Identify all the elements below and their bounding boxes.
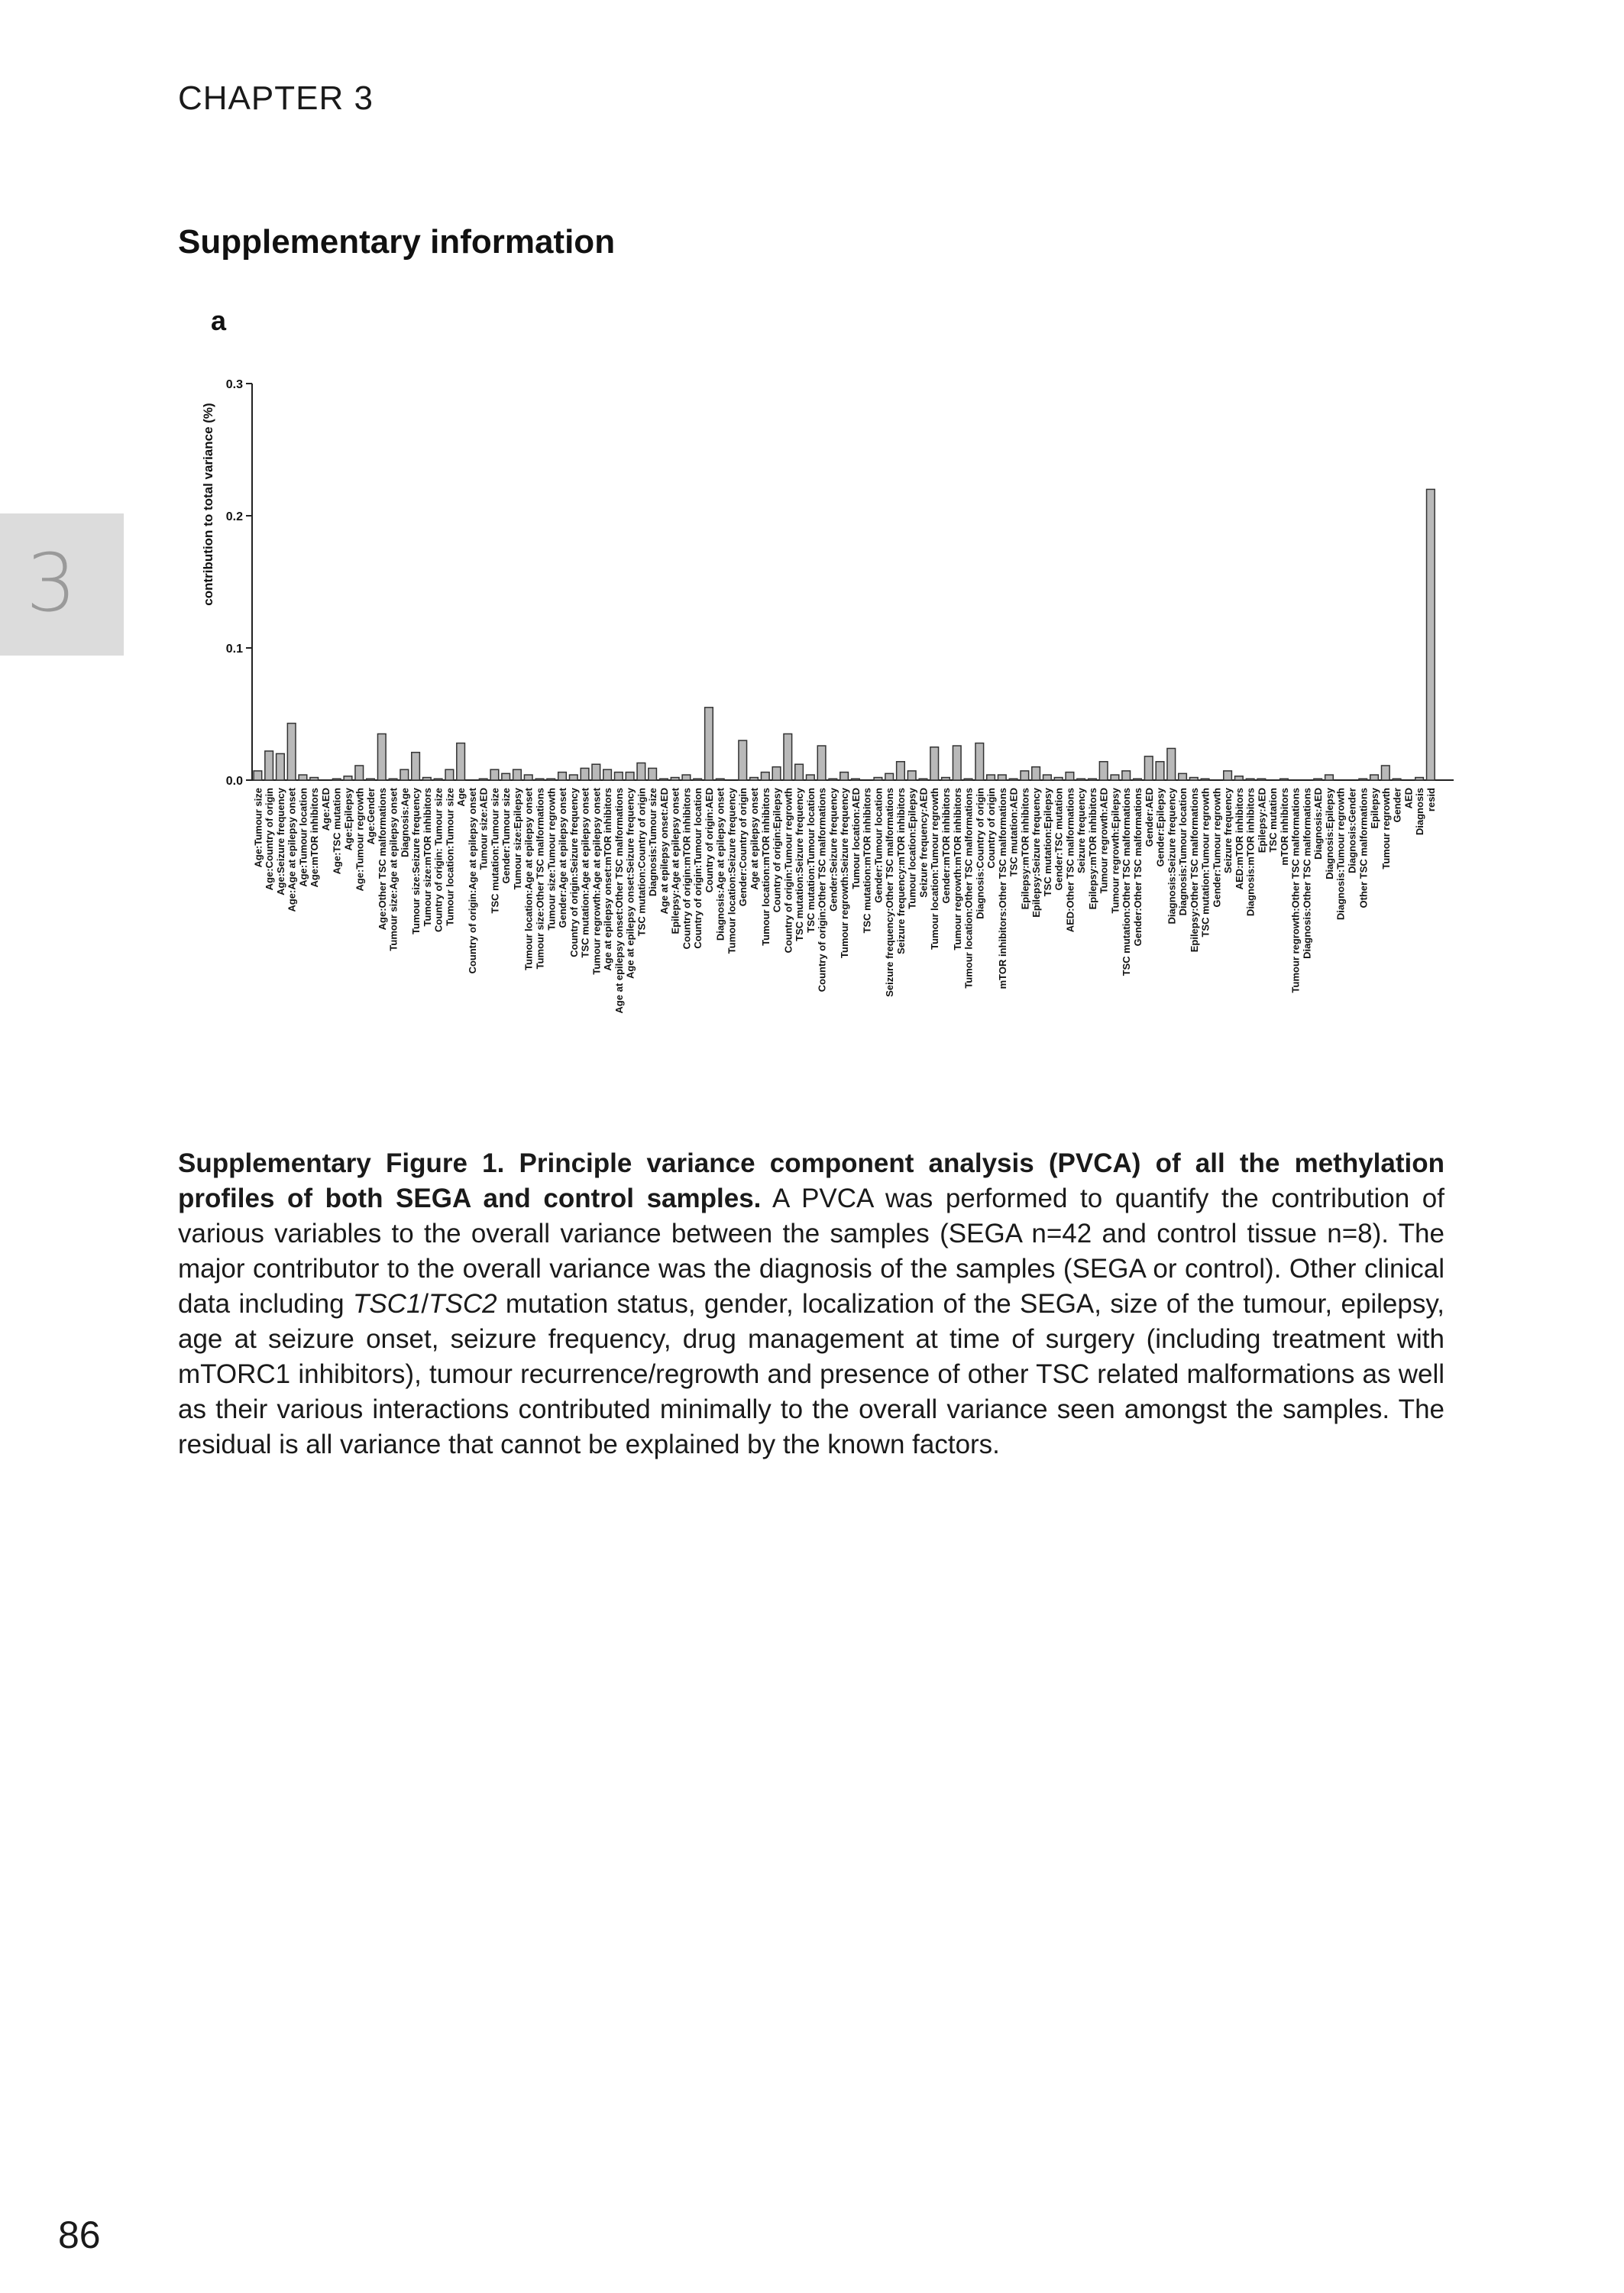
bar xyxy=(964,779,972,780)
panel-label: a xyxy=(211,305,227,336)
caption-text-2: mutation status, gender, localization of the SEGA, size of the tumour, epilepsy, age at seizure onset, seizure frequency, drug management at time of surgery (including treatment with mTORC1 inhibitors), tumour recurrence/regrowth and presence of other TSC related malformations as well as their various interactions contributed minimally to the overall variance seen amongst the samples. The residual is all variance that cannot be explained by the known factors. xyxy=(178,1289,1444,1459)
x-tick-label: TSC mutation:AED xyxy=(1008,788,1020,877)
x-tick-label: mTOR inhibitors:Other TSC malformations xyxy=(996,788,1008,989)
x-tick-label: Diagnosis:Tumour location xyxy=(1177,788,1189,916)
bar xyxy=(637,763,645,780)
x-tick-label: Gender:Epilepsy xyxy=(1154,788,1166,867)
x-tick-label: Epilepsy:Other TSC malformations xyxy=(1188,788,1200,953)
x-tick-label: Gender:Seizure frequency xyxy=(827,788,839,912)
bar xyxy=(1235,776,1244,780)
bar xyxy=(975,743,984,780)
bar xyxy=(817,746,826,780)
section-title: Supplementary information xyxy=(178,223,616,261)
bar xyxy=(1257,779,1266,780)
caption-bold: Supplementary Figure 1. Principle variance component analysis (PVCA) of all the methylation profiles of both SEGA and control samples. xyxy=(178,1148,1444,1213)
chapter-tab xyxy=(0,513,124,656)
bar xyxy=(874,778,882,780)
bar xyxy=(682,775,691,780)
bar xyxy=(389,779,397,780)
x-tick-label: AED:mTOR inhibitors xyxy=(1233,788,1245,890)
bar xyxy=(445,769,454,780)
x-tick-label: Age at epilepsy onset xyxy=(749,788,761,890)
x-tick-label: Diagnosis xyxy=(1414,788,1426,836)
x-tick-label: Tumour location:Age at epilepsy onset xyxy=(522,788,535,970)
x-tick-label: Tumour location:Epilepsy xyxy=(906,788,918,909)
x-tick-label: Gender:Age at epilepsy onset xyxy=(557,788,569,928)
bar xyxy=(716,779,724,780)
x-tick-label: Seizure frequency:mTOR inhibitors xyxy=(894,788,907,954)
x-tick-label: Diagnosis:Age at epilepsy onset xyxy=(714,788,726,941)
x-tick-label: Tumour regrowth:AED xyxy=(1098,788,1110,894)
bar xyxy=(1122,771,1131,780)
bar xyxy=(1280,779,1289,780)
x-tick-label: Tumour location:mTOR inhibitors xyxy=(759,788,772,946)
bar xyxy=(694,779,702,780)
bar xyxy=(953,746,961,780)
bar xyxy=(592,764,600,780)
bar xyxy=(277,753,285,780)
bar xyxy=(1032,767,1040,780)
bar xyxy=(807,775,815,780)
x-tick-label: TSC mutation:Tumour size xyxy=(489,788,501,914)
bar xyxy=(310,778,319,780)
x-tick-label: Country of origin:Tumour regrowth xyxy=(782,788,794,954)
x-tick-label: TSC mutation:Epilepsy xyxy=(1041,788,1053,897)
x-tick-label: Epilepsy:Age at epilepsy onset xyxy=(669,788,681,934)
bar xyxy=(1179,773,1187,780)
x-tick-label: Epilepsy xyxy=(1369,788,1381,829)
y-tick-label: 0.2 xyxy=(225,510,243,523)
chapter-tab-number: 3 xyxy=(26,536,77,630)
running-head: CHAPTER 3 xyxy=(178,79,374,117)
x-tick-label: Tumour regrowth:Age at epilepsy onset xyxy=(590,788,603,975)
x-tick-label: Diagnosis:Gender xyxy=(1346,788,1358,873)
x-tick-label: Gender xyxy=(1391,788,1403,823)
x-tick-label: Tumour location:Seizure frequency xyxy=(726,788,738,954)
x-tick-label: Tumour size:Other TSC malformations xyxy=(534,788,546,970)
bar xyxy=(1381,766,1389,780)
x-tick-label: Tumour size:Age at epilepsy onset xyxy=(387,788,400,951)
x-tick-label: Other TSC malformations xyxy=(1357,788,1370,908)
x-tick-label: Diagnosis:Seizure frequency xyxy=(1166,788,1178,925)
caption-italic-tsc1: TSC1 xyxy=(352,1289,422,1319)
bar xyxy=(400,769,409,780)
x-tick-label: Gender:Tumour size xyxy=(500,788,513,884)
x-tick-label: Epilepsy:mTOR inhibitors xyxy=(1019,788,1031,910)
bar xyxy=(299,775,307,780)
x-tick-label: Tumour size:Tumour regrowth xyxy=(545,788,558,931)
bar xyxy=(367,779,375,780)
x-tick-label: Age:AED xyxy=(319,788,332,831)
x-tick-label: Seizure frequency xyxy=(1076,788,1088,873)
x-tick-label: TSC mutation:Country of origin xyxy=(636,788,648,937)
x-tick-label: Age:Other TSC malformations xyxy=(376,788,388,931)
x-tick-label: Tumour regrowth:Other TSC malformations xyxy=(1289,788,1302,993)
x-tick-label: Gender:mTOR inhibitors xyxy=(940,788,952,904)
bar xyxy=(761,772,769,780)
x-tick-label: TSC mutation:Age at epilepsy onset xyxy=(579,788,591,958)
y-tick-label: 0.0 xyxy=(225,775,243,788)
bars-group xyxy=(254,489,1435,780)
x-tick-label: Tumour location:Other TSC malformations xyxy=(962,788,975,989)
x-tick-label: TSC mutation:mTOR inhibitors xyxy=(861,788,873,934)
x-tick-label: Country of origin:AED xyxy=(703,788,715,893)
x-tick-label: Age:TSC mutation xyxy=(331,788,343,875)
x-tick-label: Country of origin: Tumour size xyxy=(432,788,445,932)
bar xyxy=(1359,779,1367,780)
x-tick-labels xyxy=(252,787,1436,1013)
bar xyxy=(1393,779,1401,780)
bar xyxy=(1144,756,1153,780)
bar xyxy=(1167,748,1176,780)
bar xyxy=(1021,771,1029,780)
x-tick-label: Diagnosis:Tumour regrowth xyxy=(1334,788,1347,921)
bar xyxy=(649,768,657,780)
x-tick-label: Seizure frequency:Other TSC malformations xyxy=(884,788,896,997)
x-tick-label: Age:Tumour size xyxy=(252,788,264,868)
x-tick-label: Tumour location:Tumour size xyxy=(444,788,456,926)
bar xyxy=(1099,762,1108,780)
x-tick-label: Tumour regrowth xyxy=(1380,788,1392,870)
bar xyxy=(1089,779,1097,780)
x-tick-label: Diagnosis:Epilepsy xyxy=(1323,788,1335,879)
x-tick-label: Tumour size:mTOR inhibitors xyxy=(421,788,433,927)
caption-text-1: A PVCA was performed to quantify the contribution of various variables to the overall variance between the samples (SEGA n=42 and control tissue n=8). The major contributor to the overall variance was the diagnosis of the samples (SEGA or control). Other clinical data including xyxy=(178,1184,1444,1319)
x-tick-label: resid xyxy=(1425,788,1437,812)
y-axis-title: contribution to total variance (%) xyxy=(201,403,215,606)
x-tick-label: Seizure frequency:AED xyxy=(917,788,930,898)
bar xyxy=(569,775,577,780)
x-tick-label: Tumour location:Tumour regrowth xyxy=(929,788,941,950)
bar xyxy=(885,773,894,780)
bar xyxy=(535,779,544,780)
x-tick-label: Epilepsy:Seizure frequency xyxy=(1030,788,1043,918)
bar xyxy=(1189,778,1198,780)
bar xyxy=(671,778,679,780)
x-tick-label: Tumour location:AED xyxy=(849,788,862,889)
y-tick-label: 0.1 xyxy=(225,643,243,656)
x-tick-label: Gender:Country of origin xyxy=(737,788,749,907)
x-tick-label: Tumour regrowth:Seizure frequency xyxy=(839,788,851,958)
bar xyxy=(1043,775,1052,780)
bar xyxy=(1325,775,1334,780)
bar xyxy=(907,771,916,780)
x-tick-label: Age:Epilepsy xyxy=(342,788,354,851)
figure-caption xyxy=(178,1146,1444,1462)
bar xyxy=(615,772,623,780)
x-tick-label: Age:Country of origin xyxy=(264,788,276,891)
x-tick-label: Country of origin:Age at epilepsy onset xyxy=(466,788,478,974)
x-tick-label: Gender:TSC mutation xyxy=(1053,788,1065,891)
bar xyxy=(1201,779,1209,780)
x-tick-label: Diagnosis:Tumour size xyxy=(647,788,659,897)
x-tick-label: AED:Other TSC malformations xyxy=(1064,788,1076,933)
x-tick-label: Country of origin:mTOR inhibitors xyxy=(681,788,693,950)
bar xyxy=(603,769,612,780)
bar xyxy=(502,773,510,780)
x-tick-label: Seizure frequency xyxy=(1222,788,1234,873)
pvca-bar-chart xyxy=(176,304,1459,1137)
bar xyxy=(930,747,939,780)
x-tick-label: Diagnosis:Age xyxy=(399,788,411,858)
bar xyxy=(547,779,555,780)
bar xyxy=(254,771,262,780)
bar xyxy=(479,779,487,780)
x-tick-label: TSC mutation:Tumour location xyxy=(804,788,817,933)
x-tick-label: Gender:AED xyxy=(1143,788,1155,847)
x-tick-label: Epilepsy:AED xyxy=(1256,788,1268,853)
bar xyxy=(1370,775,1379,780)
x-tick-label: Age:Tumour regrowth xyxy=(354,788,366,892)
x-tick-label: Age at epilepsy onset:AED xyxy=(658,788,670,915)
x-tick-label: Diagnosis:Other TSC malformations xyxy=(1301,788,1313,959)
bar xyxy=(772,767,781,780)
bar xyxy=(1156,762,1164,780)
x-tick-label: Country of origin:Tumour location xyxy=(692,788,704,949)
bar xyxy=(1111,775,1119,780)
x-tick-label: Tumour regrowth:Epilepsy xyxy=(1109,788,1121,914)
x-tick-label: Age:Tumour location xyxy=(297,788,309,887)
x-tick-label: Country of origin:Other TSC malformations xyxy=(816,788,828,993)
bar xyxy=(998,775,1007,780)
x-tick-label: Gender:Other TSC malformations xyxy=(1131,788,1144,947)
bar xyxy=(513,769,522,780)
x-tick-label: TSC mutation:Other TSC malformations xyxy=(1121,788,1133,976)
x-tick-label: Epilepsy:mTOR inhibitors xyxy=(1086,788,1098,910)
x-tick-label: Gender:Tumour location xyxy=(872,788,885,903)
figure xyxy=(176,304,1459,1137)
bar xyxy=(942,778,950,780)
bar xyxy=(1009,779,1017,780)
x-tick-label: TSC mutation:Seizure frequency xyxy=(794,788,806,941)
x-tick-label: Age:Age at epilepsy onset xyxy=(286,788,298,912)
y-axis xyxy=(226,378,1454,788)
x-tick-label: Age:Seizure frequency xyxy=(274,788,286,896)
bar xyxy=(705,708,713,780)
x-tick-label: TSC mutation xyxy=(1267,788,1279,853)
x-tick-label: Age:mTOR inhibitors xyxy=(309,788,321,888)
bar xyxy=(987,775,995,780)
x-tick-label: Country of origin:Seizure frequency xyxy=(568,788,580,957)
bar xyxy=(829,779,837,780)
x-tick-label: Age xyxy=(455,788,467,807)
x-tick-label: Tumour size:AED xyxy=(477,788,490,870)
caption-slash: / xyxy=(421,1289,429,1319)
bar xyxy=(332,779,341,780)
x-tick-label: Country of origin xyxy=(985,788,998,869)
x-tick-label: Country of origin:Epilepsy xyxy=(771,788,783,913)
bar xyxy=(919,779,927,780)
bar xyxy=(1077,779,1085,780)
x-tick-label: Tumour size:Seizure frequency xyxy=(410,788,422,934)
bar xyxy=(558,772,567,780)
x-tick-label: AED xyxy=(1402,788,1415,809)
bar xyxy=(1246,779,1254,780)
bar xyxy=(265,751,273,780)
x-tick-label: Gender:Tumour regrowth xyxy=(1211,788,1223,908)
x-tick-label: Diagnosis:AED xyxy=(1312,788,1325,860)
bar xyxy=(377,734,386,780)
bar xyxy=(795,764,804,780)
bar xyxy=(840,772,849,780)
bar xyxy=(1314,779,1322,780)
bar xyxy=(412,753,420,780)
bar xyxy=(750,778,759,780)
bar xyxy=(784,734,792,780)
bar xyxy=(490,769,499,780)
x-tick-label: Age at epilepsy onset:Seizure frequency xyxy=(624,788,636,979)
bar xyxy=(344,776,352,780)
x-tick-label: mTOR inhibitors xyxy=(1278,788,1290,866)
bar xyxy=(1224,771,1232,780)
bar xyxy=(287,724,296,780)
bar xyxy=(423,778,432,780)
bar xyxy=(457,743,465,780)
x-tick-label: TSC mutation:Tumour regrowth xyxy=(1199,788,1212,938)
x-tick-label: Age at epilepsy onset:mTOR inhibitors xyxy=(602,788,614,971)
bar xyxy=(852,779,860,780)
x-tick-label: Diagnosis:mTOR inhibitors xyxy=(1244,788,1257,917)
x-tick-label: Tumour regrowth:mTOR inhibitors xyxy=(951,788,963,951)
caption-italic-tsc2: TSC2 xyxy=(429,1289,497,1319)
page-number: 86 xyxy=(58,2214,101,2256)
bar xyxy=(524,775,532,780)
bar xyxy=(626,772,634,780)
bar xyxy=(1415,778,1424,780)
bar xyxy=(660,779,668,780)
bar xyxy=(355,766,364,780)
bar xyxy=(1134,779,1142,780)
x-tick-label: Age at epilepsy onset:Other TSC malformations xyxy=(613,788,625,1014)
bar xyxy=(1427,489,1435,780)
x-tick-label: Tumour size:Epilepsy xyxy=(511,788,523,890)
x-tick-label: Diagnosis:Country of origin xyxy=(974,788,986,919)
bar xyxy=(897,762,905,780)
bar xyxy=(739,740,747,780)
bar xyxy=(1054,778,1063,780)
bar xyxy=(1066,772,1074,780)
bar xyxy=(434,779,442,780)
y-tick-label: 0.3 xyxy=(225,378,243,391)
bar xyxy=(581,768,589,780)
x-tick-label: Age:Gender xyxy=(365,788,377,845)
